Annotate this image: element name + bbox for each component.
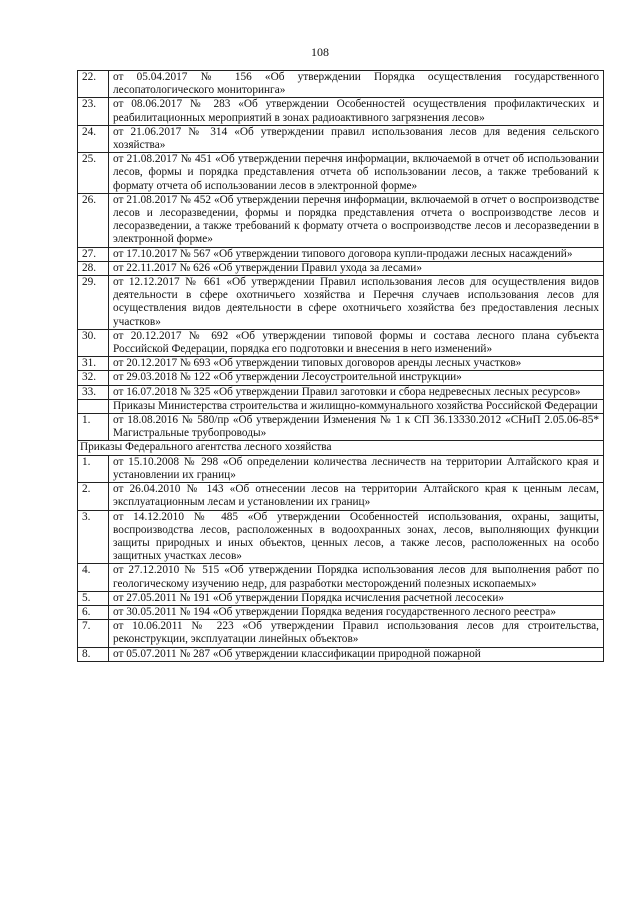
- row-number: 8.: [78, 647, 109, 661]
- row-number: 2.: [78, 483, 109, 510]
- row-number: [78, 399, 109, 413]
- row-text: от 20.12.2017 № 692 «Об утверждении типовой формы и состава лесного плана субъекта Российской Федерации, порядка его подготовки и внесения в него изменений»: [109, 329, 604, 356]
- row-number: 29.: [78, 276, 109, 330]
- row-number: 7.: [78, 620, 109, 647]
- row-number: 30.: [78, 329, 109, 356]
- table-row: [78, 385, 604, 399]
- row-text: от 22.11.2017 № 626 «Об утверждении Правил ухода за лесами»: [109, 261, 604, 275]
- table-row: [78, 357, 604, 371]
- row-number: 26.: [78, 193, 109, 247]
- row-number: 32.: [78, 371, 109, 385]
- row-text: от 21.08.2017 № 452 «Об утверждении перечня информации, включаемой в отчет о воспроизводстве лесов и лесоразведении, формы и порядка представления отчета о воспроизводстве лесов и лесоразведении, а также требований к формату отчета о воспроизводстве лесов и лесоразведении в электронной форме»: [109, 193, 604, 247]
- table-row: [78, 564, 604, 591]
- row-text: от 14.12.2010 № 485 «Об утверждении Особенностей использования, охраны, защиты, воспроизводства лесов, расположенных в водоохранных зонах, лесов, выполняющих функции защиты природных и иных объектов, ценных лесов, а также лесов, расположенных на особо защитных участках лесов»: [109, 510, 604, 564]
- row-number: 4.: [78, 564, 109, 591]
- row-text: от 16.07.2018 № 325 «Об утверждении Правил заготовки и сбора недревесных лесных ресурсов»: [109, 385, 604, 399]
- row-text: от 08.06.2017 № 283 «Об утверждении Особенностей осуществления профилактических и реабилитационных мероприятий в зонах радиоактивного загрязнения лесов»: [109, 98, 604, 125]
- table-row: [78, 441, 604, 455]
- row-number: 25.: [78, 153, 109, 194]
- row-number: 5.: [78, 591, 109, 605]
- row-text: от 05.07.2011 № 287 «Об утверждении классификации природной пожарной: [109, 647, 604, 661]
- table-row: [78, 329, 604, 356]
- row-number: 31.: [78, 357, 109, 371]
- row-number: 1.: [78, 455, 109, 482]
- table-row: [78, 125, 604, 152]
- table-row: [78, 193, 604, 247]
- row-number: 33.: [78, 385, 109, 399]
- row-number: 6.: [78, 605, 109, 619]
- row-number: 22.: [78, 71, 109, 98]
- table-row: [78, 455, 604, 482]
- row-number: 3.: [78, 510, 109, 564]
- table-row: [78, 483, 604, 510]
- table-row: [78, 414, 604, 441]
- row-text: от 05.04.2017 № 156 «Об утверждении Порядка осуществления государственного лесопатологического мониторинга»: [109, 71, 604, 98]
- regulations-table-body: [78, 71, 604, 662]
- row-text: от 21.06.2017 № 314 «Об утверждении правил использования лесов для ведения сельского хозяйства»: [109, 125, 604, 152]
- table-row: [78, 620, 604, 647]
- table-row: [78, 399, 604, 413]
- table-row: [78, 247, 604, 261]
- table-row: [78, 510, 604, 564]
- table-row: [78, 371, 604, 385]
- row-text: от 30.05.2011 № 194 «Об утверждении Порядка ведения государственного лесного реестра»: [109, 605, 604, 619]
- row-text: Приказы Министерства строительства и жилищно-коммунального хозяйства Российской Федерации: [109, 399, 604, 413]
- row-text: от 26.04.2010 № 143 «Об отнесении лесов на территории Алтайского края к ценным лесам, эксплуатационным лесам и установлении их границ»: [109, 483, 604, 510]
- row-text: от 21.08.2017 № 451 «Об утверждении перечня информации, включаемой в отчет об использовании лесов, формы и порядка представления отчета об использовании лесов, а также требований к формату отчета об использовании лесов в электронной форме»: [109, 153, 604, 194]
- row-text: от 10.06.2011 № 223 «Об утверждении Правил использования лесов для строительства, реконструкции, эксплуатации линейных объектов»: [109, 620, 604, 647]
- row-number: 27.: [78, 247, 109, 261]
- row-text: от 17.10.2017 № 567 «Об утверждении типового договора купли-продажи лесных насаждений»: [109, 247, 604, 261]
- page-number: 108: [311, 45, 329, 59]
- table-row: [78, 261, 604, 275]
- table-row: [78, 591, 604, 605]
- table-row: [78, 276, 604, 330]
- regulations-table: [77, 70, 604, 662]
- row-text: от 18.08.2016 № 580/пр «Об утверждении Изменения № 1 к СП 36.13330.2012 «СНиП 2.05.06-85* Магистральные трубопроводы»: [109, 414, 604, 441]
- table-row: [78, 647, 604, 661]
- row-number: 1.: [78, 414, 109, 441]
- section-heading: Приказы Федерального агентства лесного хозяйства: [78, 441, 604, 455]
- row-number: 28.: [78, 261, 109, 275]
- table-row: [78, 153, 604, 194]
- row-number: 24.: [78, 125, 109, 152]
- row-text: от 27.12.2010 № 515 «Об утверждении Порядка использования лесов для выполнения работ по геологическому изучению недр, для разработки месторождений полезных ископаемых»: [109, 564, 604, 591]
- row-text: от 29.03.2018 № 122 «Об утверждении Лесоустроительной инструкции»: [109, 371, 604, 385]
- table-row: [78, 98, 604, 125]
- row-text: от 20.12.2017 № 693 «Об утверждении типовых договоров аренды лесных участков»: [109, 357, 604, 371]
- row-text: от 27.05.2011 № 191 «Об утверждении Порядка исчисления расчетной лесосеки»: [109, 591, 604, 605]
- table-row: [78, 71, 604, 98]
- row-text: от 12.12.2017 № 661 «Об утверждении Правил использования лесов для осуществления видов деятельности в сфере охотничьего хозяйства и Перечня случаев использования лесов для осуществления видов деятельности в сфере охотничьего хозяйства без предоставления лесных участков»: [109, 276, 604, 330]
- table-row: [78, 605, 604, 619]
- row-text: от 15.10.2008 № 298 «Об определении количества лесничеств на территории Алтайского края и установлении их границ»: [109, 455, 604, 482]
- row-number: 23.: [78, 98, 109, 125]
